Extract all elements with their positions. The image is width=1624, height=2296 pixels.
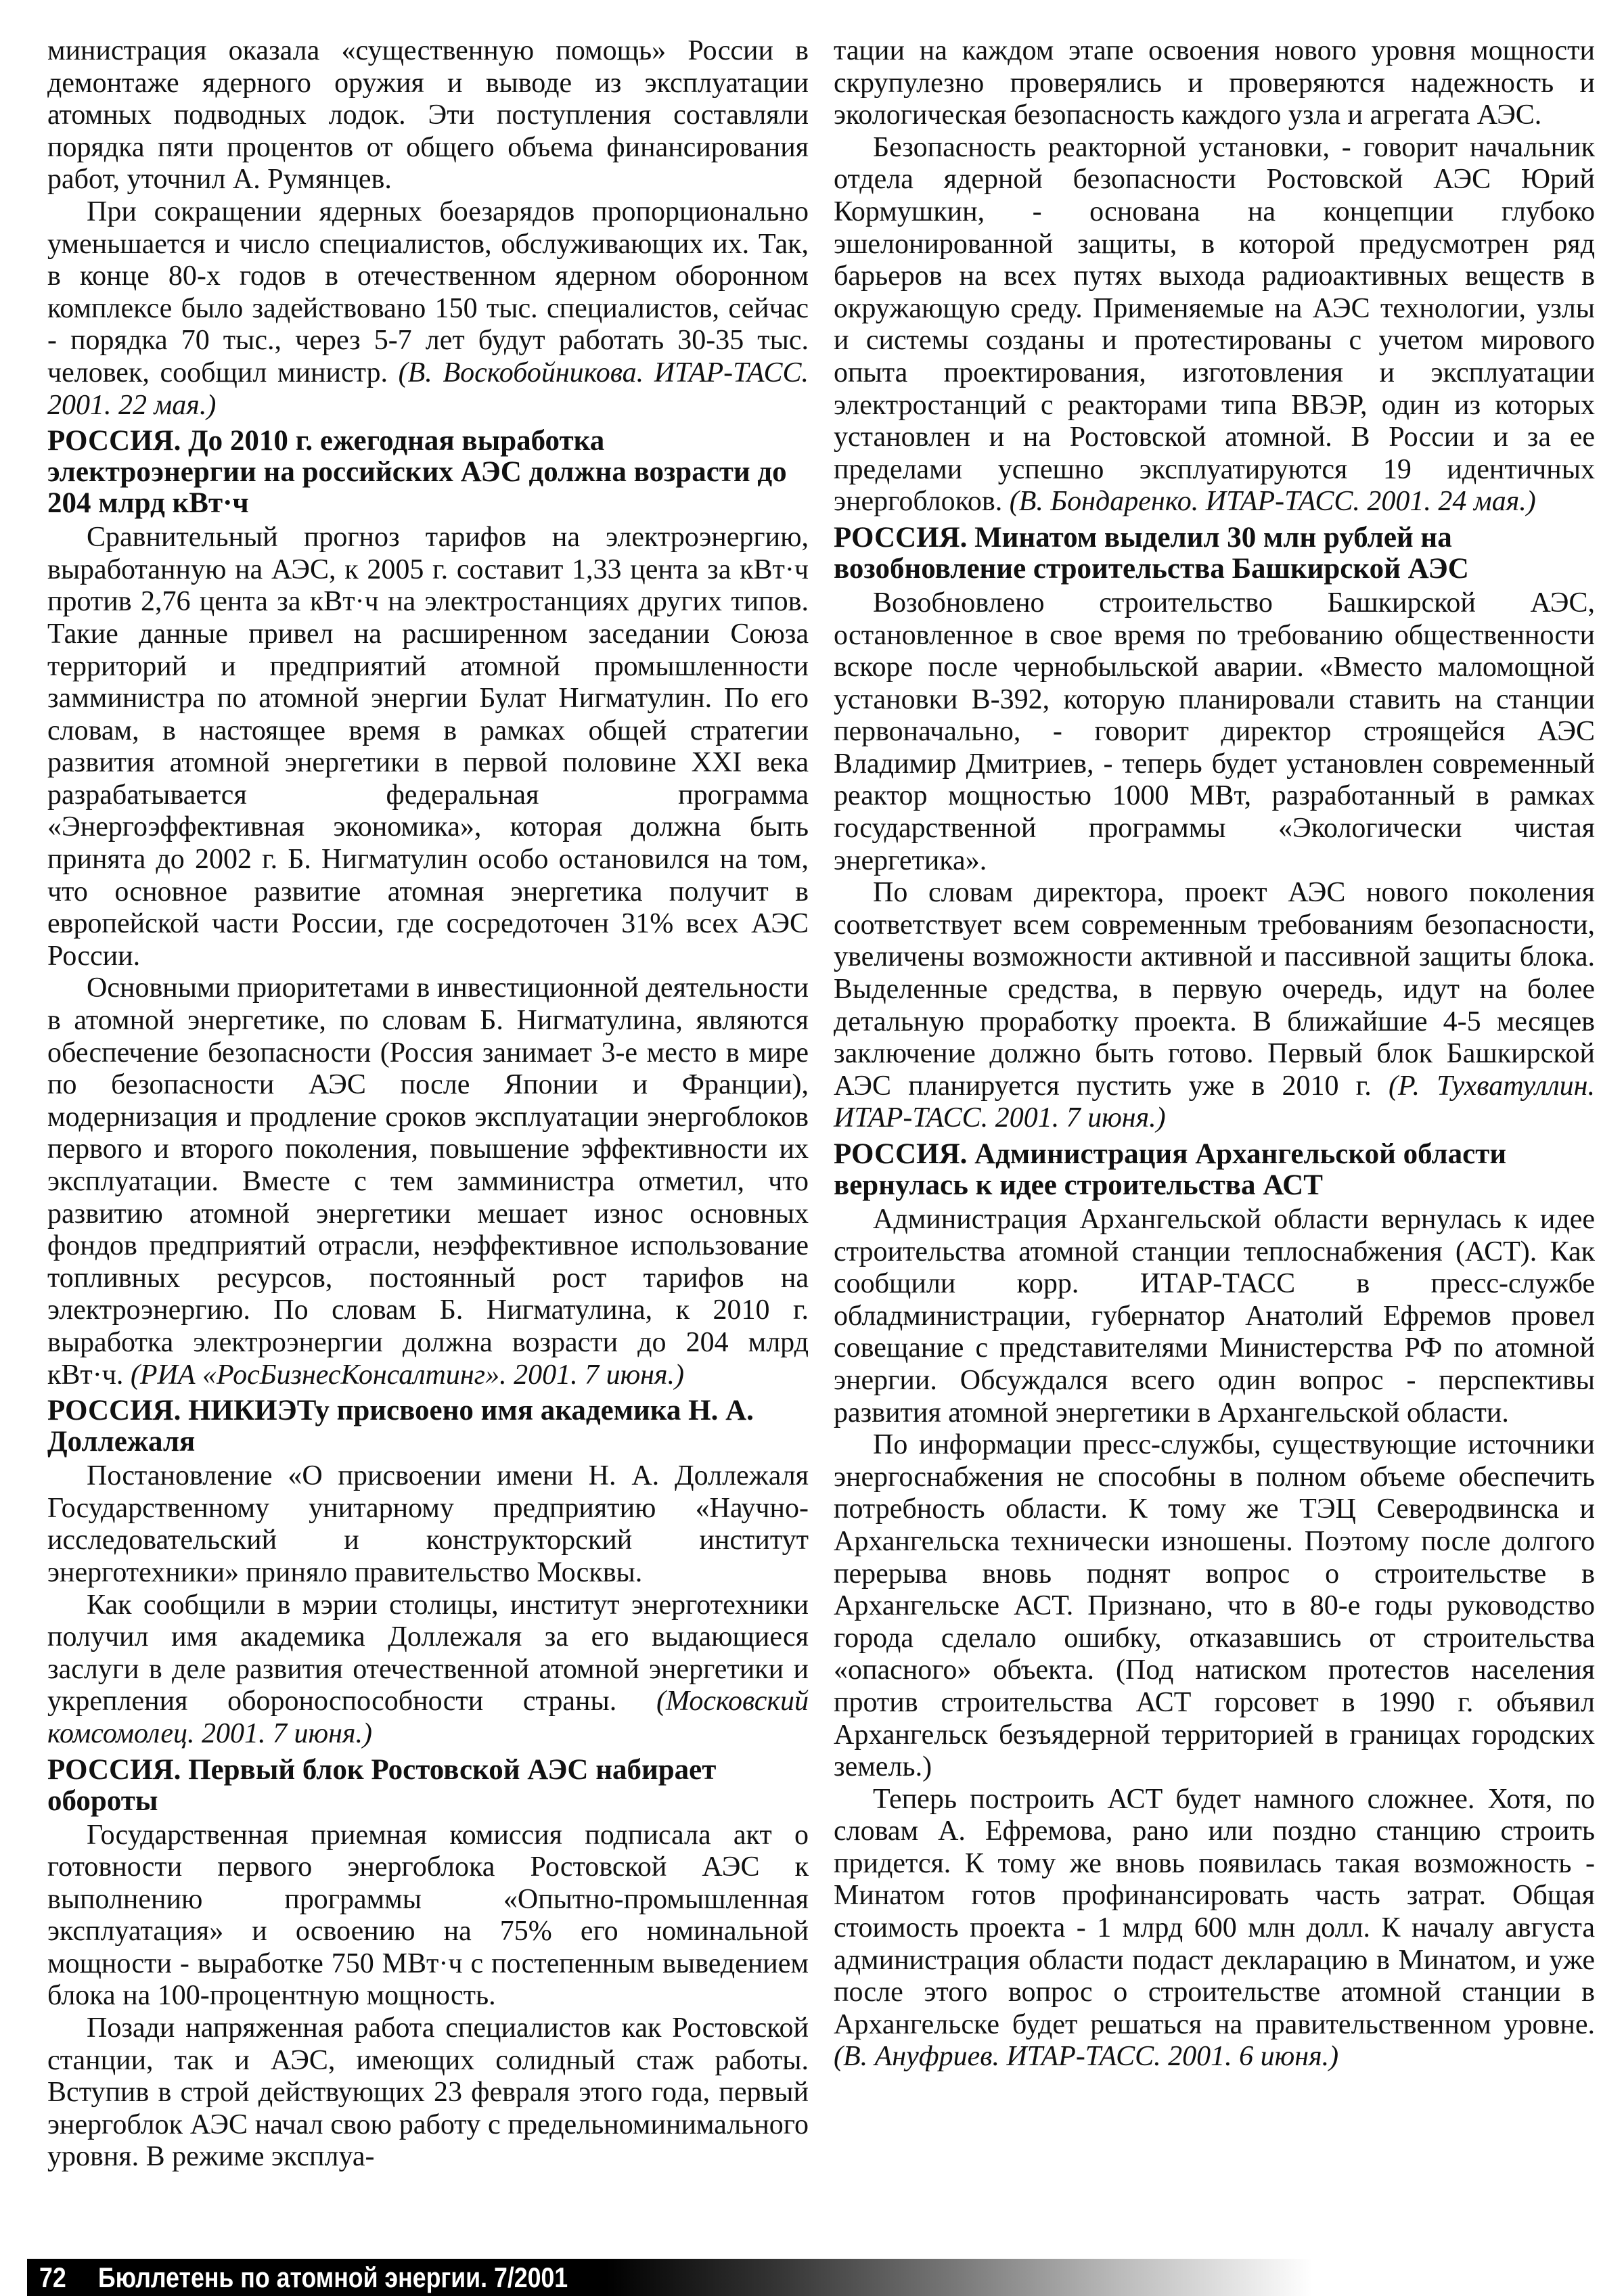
- paragraph: [834, 1204, 1595, 1429]
- page-footer: [27, 2259, 1313, 2296]
- paragraph: [47, 2012, 809, 2174]
- paragraph: [47, 35, 809, 196]
- paragraph-text: По словам директора, проект АЭС нового поколения соответствует всем современным требованиям безопасности, увеличены возможности активной и пассивной защиты блока. Выделенные средства, в первую очередь, идут на более детальную проработку проекта. В ближайшие 4-5 месяцев заключение должно быть готово. Первый блок Башкирской АЭС планируется пустить уже в 2010 г.: [834, 877, 1595, 1102]
- paragraph-text: Позади напряженная работа специалистов как Ростовской станции, так и АЭС, имеющих солидный стаж работы. Вступив в строй действующих 23 февраля этого года, первый энергоблок АЭС начал свою работу с предельноминимального уровня. В режиме эксплуа-: [47, 2012, 809, 2173]
- paragraph-text: министрация оказала «существенную помощь» России в демонтаже ядерного оружия и выводе из эксплуатации атомных подводных лодок. Эти поступления составляли порядка пяти процентов от общего объема финансирования работ, уточнил А. Румянцев.: [47, 35, 809, 196]
- paragraph-text: Как сообщили в мэрии столицы, институт энерготехники получил имя академика Доллежаля за его выдающиеся заслуги в деле развития отечественной атомной энергетики и укрепления обороноспособности страны.: [47, 1589, 809, 1717]
- paragraph: [47, 1460, 809, 1589]
- paragraph: [834, 35, 1595, 132]
- page-number: 72: [39, 2261, 66, 2293]
- paragraph-text: Возобновлено строительство Башкирской АЭС, остановленное в свое время по требованию общественности вскоре после чернобыльской аварии. «Вместо маломощной установки В-392, которую планировали ставить на станции первоначально, - говорит директор строящейся АЭС Владимир Дмитриев, - теперь будет установлен современный реактор мощностью 1000 МВт, разработанный в рамках государственной программы «Экологически чистая энергетика».: [834, 587, 1595, 876]
- paragraph-text: Основными приоритетами в инвестиционной деятельности в атомной энергетике, по словам Б. Нигматулина, являются обеспечение безопасности (Россия занимает 3-е место в мире по безопасности АЭС после Японии и Франции), модернизация и продление сроков эксплуатации энергоблоков первого и второго поколения, повышение эффективности их эксплуатации. Вместе с тем замминистра отметил, что развитию атомной энергетики мешает износ основных фондов предприятий отрасли, неэффективное использование топливных ресурсов, постоянный рост тарифов на электроэнергию. По словам Б. Нигматулина, к 2010 г. выработка электроэнергии должна возрасти до 204 млрд кВт·ч.: [47, 972, 809, 1391]
- journal-title: Бюллетень по атомной энергии. 7/2001: [98, 2261, 568, 2293]
- paragraph: [47, 196, 809, 422]
- article-heading: РОССИЯ. До 2010 г. ежегодная выработка электроэнергии на российских АЭС должна возрасти до 204 млрд кВт·ч: [47, 425, 787, 520]
- source-citation: (Р. Тухватуллин. ИТАР-ТАСС. 2001. 7 июня.): [834, 1070, 1596, 1134]
- paragraph: [47, 522, 809, 972]
- paragraph: [834, 132, 1595, 518]
- source-citation: (Московский комсомолец. 2001. 7 июня.): [47, 1686, 809, 1749]
- paragraph-text: Сравнительный прогноз тарифов на электроэнергию, выработанную на АЭС, к 2005 г. составит 1,33 цента за кВт·ч против 2,76 цента за кВт·ч на электростанциях других типов. Такие данные привел на расширенном заседании Союза территорий и предприятий атомной промышленности замминистра по атомной энергии Булат Нигматулин. По его словам, в настоящее время в рамках общей стратегии развития атомной энергетики в первой половине XXI века разрабатывается федеральная программа «Энергоэффективная экономика», которая должна быть принята до 2002 г. Б. Нигматулин особо остановился на том, что основное развитие атомная энергетика получит в европейской части России, где сосредоточен 31% всех АЭС России.: [47, 522, 809, 972]
- right-column: [834, 35, 1595, 2073]
- source-citation: (В. Бондаренко. ИТАР-ТАСС. 2001. 24 мая.): [1009, 486, 1536, 518]
- paragraph-text: Государственная приемная комиссия подписала акт о готовности первого энергоблока Ростовской АЭС к выполнению программы «Опытно-промышленная эксплуатация» и освоению на 75% его номинальной мощности - выработке 750 МВт·ч с постепенным выведением блока на 100-процентную мощность.: [47, 1819, 809, 2012]
- article-heading: РОССИЯ. Первый блок Ростовской АЭС набирает обороты: [47, 1753, 717, 1817]
- paragraph-text: Безопасность реакторной установки, - говорит начальник отдела ядерной безопасности Ростовской АЭС Юрий Кормушкин, - основана на концепции глубоко эшелонированной защиты, в которой предусмотрен ряд барьеров на всех путях выхода радиоактивных веществ в окружающую среду. Применяемые на АЭС технологии, узлы и системы созданы и протестированы с учетом мирового опыта проектирования, изготовления и эксплуатации электростанций с реакторами типа ВВЭР, один из которых установлен и на Ростовской атомной. В России и за ее пределами успешно эксплуатируются 19 идентичных энергоблоков.: [834, 131, 1595, 518]
- source-citation: (РИА «РосБизнесКонсалтинг». 2001. 7 июня.): [130, 1359, 685, 1391]
- article-heading: РОССИЯ. НИКИЭТу присвоено имя академика Н. А. Доллежаля: [47, 1395, 754, 1458]
- left-column: [47, 35, 809, 2174]
- article-heading: РОССИЯ. Минатом выделил 30 млн рублей на возобновление строительства Башкирской АЭС: [834, 521, 1469, 585]
- paragraph-text: тации на каждом этапе освоения нового уровня мощности скрупулезно проверялись и проверяются надежность и экологическая безопасность каждого узла и агрегата АЭС.: [834, 35, 1595, 131]
- paragraph: [834, 587, 1595, 877]
- paragraph: [47, 972, 809, 1391]
- paragraph-text: По информации пресс-службы, существующие источники энергоснабжения не способны в полном объеме обеспечить потребность области. К тому же ТЭЦ Северодвинска и Архангельска технически изношены. Поэтому после долгого перерыва вновь поднят вопрос о строительстве в Архангельске АСТ. Признано, что в 80-е годы руководство города сделало ошибку, отказавшись от строительства «опасного» объекта. (Под натиском протестов населения против строительства АСТ горсовет в 1990 г. объявил Архангельск безъядерной территорией в границах городских земель.): [834, 1429, 1595, 1783]
- article-heading: РОССИЯ. Администрация Архангельской области вернулась к идее строительства АСТ: [834, 1138, 1507, 1201]
- paragraph-text: Администрация Архангельской области вернулась к идее строительства атомной станции теплоснабжения (АСТ). Как сообщили корр. ИТАР-ТАСС в пресс-службе обладминистрации, губернатор Анатолий Ефремов провел совещание с представителями Министерства РФ по атомной энергии. Обсуждался всего один вопрос - перспективы развития атомной энергетики в Архангельской области.: [834, 1204, 1595, 1428]
- paragraph-text: Теперь построить АСТ будет намного сложнее. Хотя, по словам А. Ефремова, рано или поздно станцию строить придется. К тому же вновь появилась такая возможность - Минатом готов профинансировать часть затрат. Общая стоимость проекта - 1 млрд 600 млн долл. К началу августа администрация области подаст декларацию в Минатом, и уже после этого вопрос о строительстве атомной станции в Архангельске будет решаться на правительственном уровне.: [834, 1783, 1595, 2040]
- paragraph-text: Постановление «О присвоении имени Н. А. Доллежаля Государственному унитарному предприятию «Научно-исследовательский и конструкторский институт энерготехники» приняло правительство Москвы.: [47, 1460, 809, 1588]
- paragraph: [834, 1429, 1595, 1784]
- paragraph: [47, 1820, 809, 2013]
- paragraph: [47, 1590, 809, 1751]
- source-citation: (В. Воскобойникова. ИТАР-ТАСС. 2001. 22 мая.): [47, 357, 809, 421]
- source-citation: (В. Ануфриев. ИТАР-ТАСС. 2001. 6 июня.): [834, 2041, 1339, 2073]
- paragraph: [834, 1784, 1595, 2073]
- paragraph: [834, 877, 1595, 1135]
- paragraph-text: При сокращении ядерных боезарядов пропорционально уменьшается и число специалистов, обслуживающих их. Так, в конце 80-х годов в отечественном ядерном оборонном комплексе было задействовано 150 тыс. специалистов, сейчас - порядка 70 тыс., через 5-7 лет будут работать 30-35 тыс. человек, сообщил министр.: [47, 196, 809, 388]
